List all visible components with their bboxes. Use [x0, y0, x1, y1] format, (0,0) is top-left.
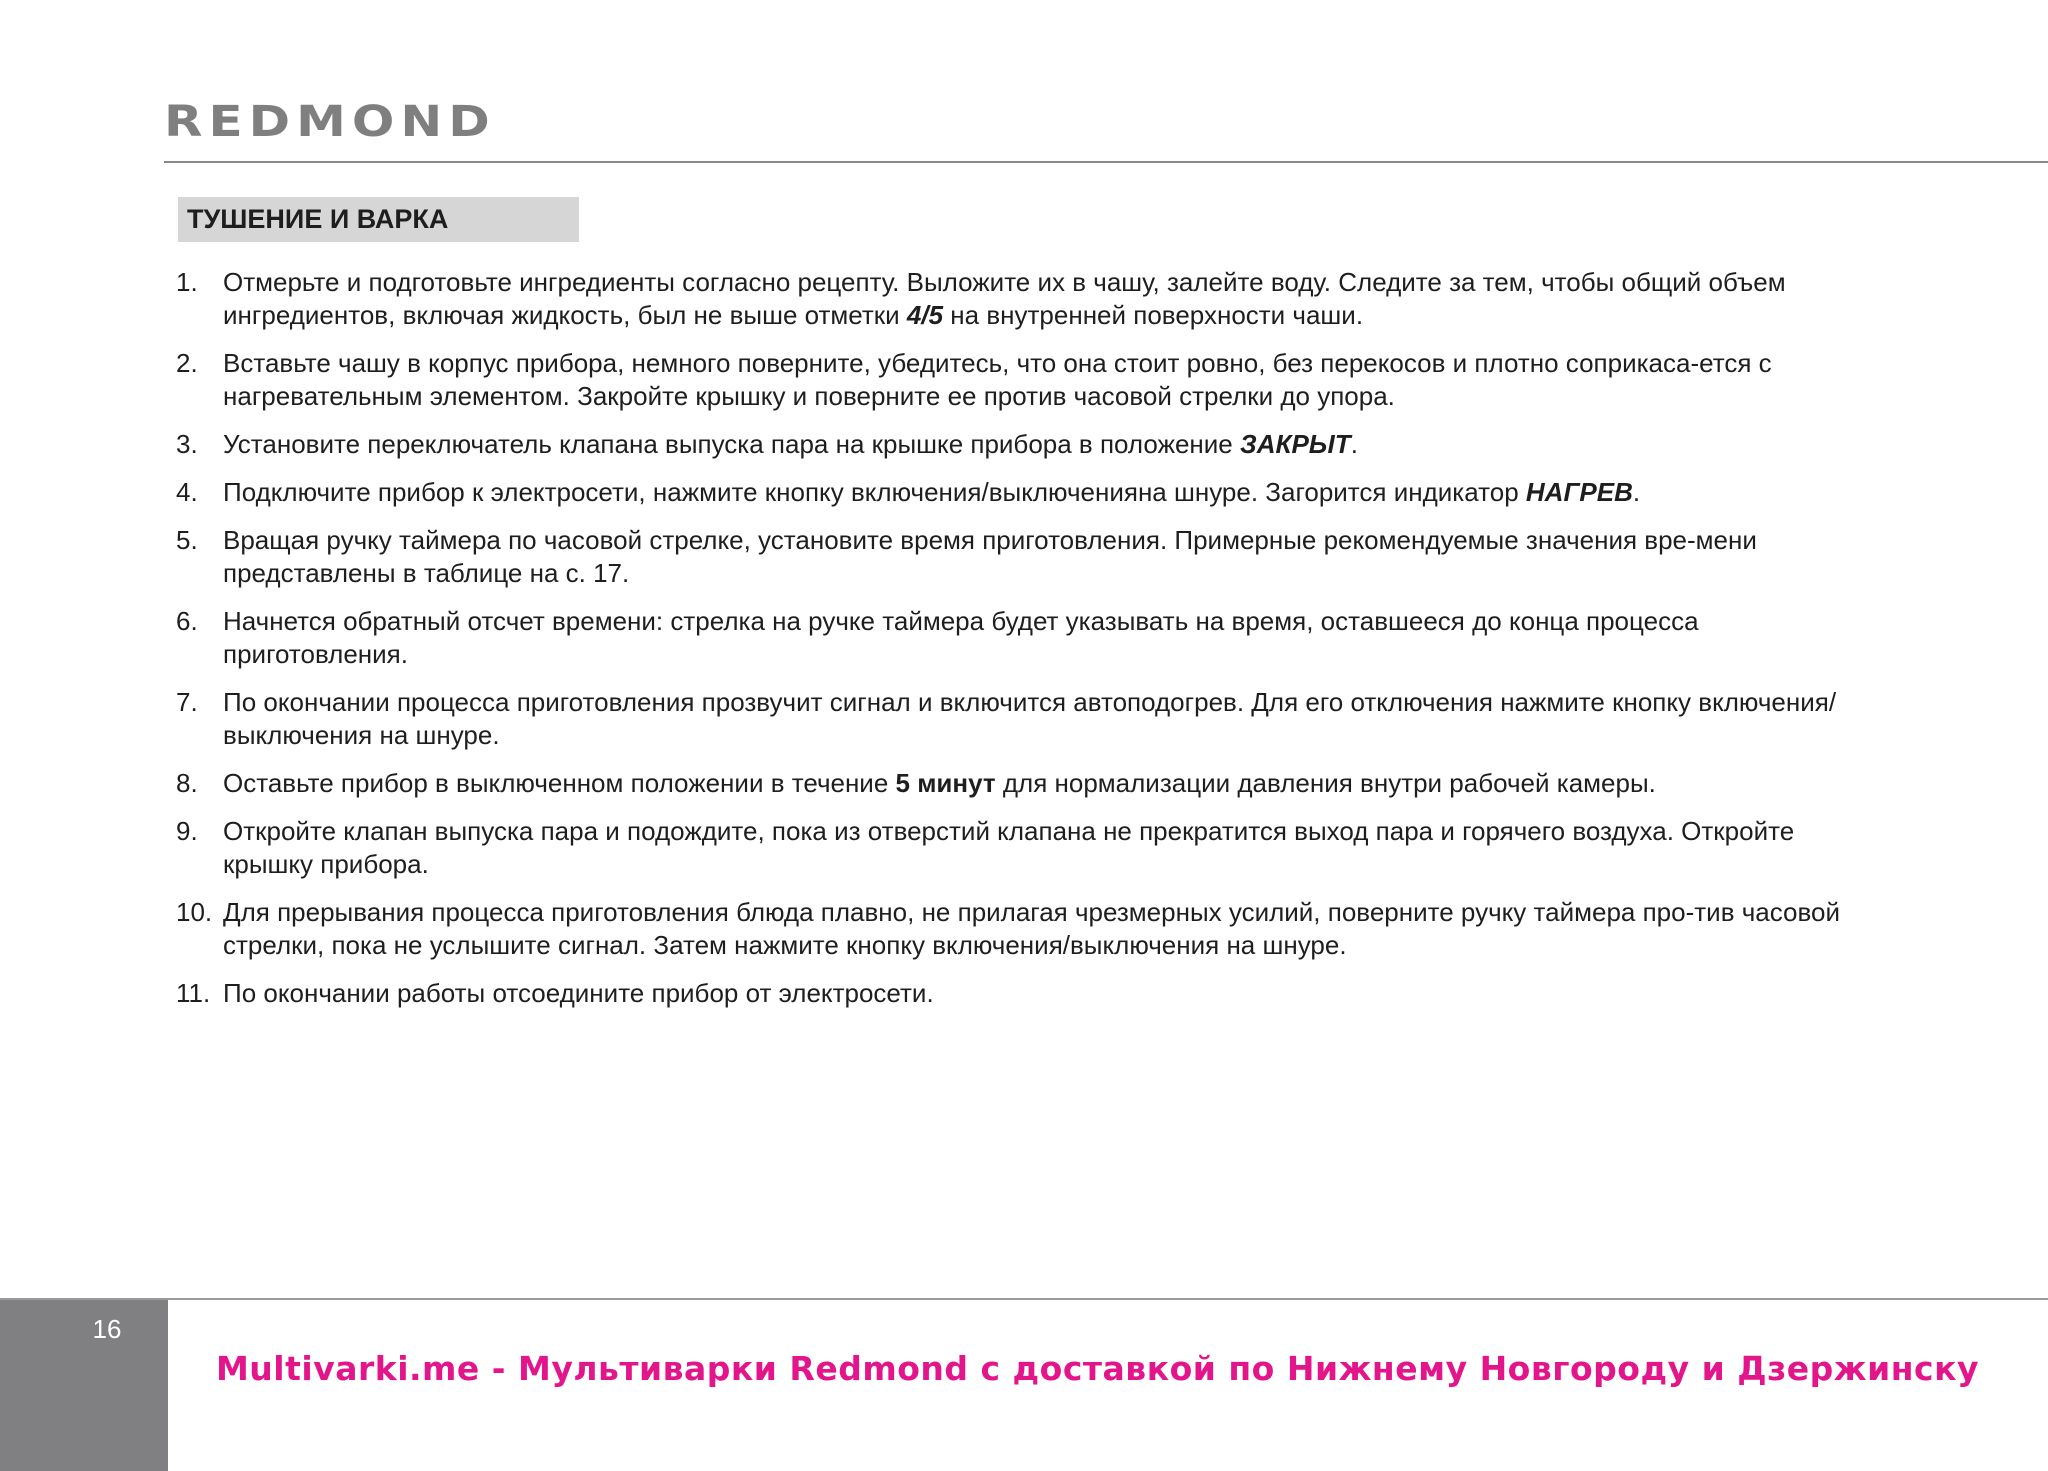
- step-number: 3.: [176, 429, 198, 459]
- instruction-step: [176, 767, 1856, 800]
- step-number: 10.: [176, 897, 213, 927]
- step-text: Оставьте прибор в выключенном положении в течение: [223, 768, 896, 798]
- instruction-step: [176, 428, 1856, 461]
- step-text: .: [1350, 429, 1358, 459]
- step-text: .: [1632, 477, 1641, 507]
- step-text: Установите переключатель клапана выпуска пара на крышке прибора в положение: [223, 429, 1240, 459]
- step-number: 2.: [176, 348, 198, 378]
- step-text: По окончании процесса приготовления прозвучит сигнал и включится автоподогрев. Для его отключения нажмите кнопку включения/выключения на шнуре.: [223, 687, 1837, 750]
- header-divider: [164, 161, 2048, 163]
- step-text: Начнется обратный отсчет времени: стрелка на ручке таймера будет указывать на время, оставшееся до конца процесса приготовления.: [223, 606, 1699, 669]
- step-number: 11.: [176, 978, 211, 1008]
- step-text: По окончании работы отсоедините прибор от электросети.: [223, 978, 934, 1008]
- instruction-step: [176, 524, 1856, 590]
- brand-logo: REDMOND: [164, 96, 496, 147]
- step-text: Откройте клапан выпуска пара и подождите, пока из отверстий клапана не прекратится выход пара и горячего воздуха. Откройте крышку прибора.: [223, 816, 1795, 879]
- step-text: Для прерывания процесса приготовления блюда плавно, не прилагая чрезмерных усилий, поверните ручку таймера про-тив часовой стрелки, пока не услышите сигнал. Затем нажмите кнопку включения/выключения на шнуре.: [223, 897, 1840, 960]
- instruction-list: [176, 266, 1856, 1025]
- section-title: ТУШЕНИЕ И ВАРКА: [178, 197, 579, 242]
- step-number: 5.: [176, 525, 198, 555]
- step-text: Вставьте чашу в корпус прибора, немного поверните, убедитесь, что она стоит ровно, без перекосов и плотно соприкаса-ется с нагревательным элементом. Закройте крышку и поверните ее против часовой стрелки до упора.: [223, 348, 1772, 411]
- step-text: для нормализации давления внутри рабочей камеры.: [995, 768, 1656, 798]
- step-emphasis: ЗАКРЫТ: [1239, 429, 1351, 459]
- footer-divider: [0, 1298, 2048, 1300]
- step-number: 6.: [176, 606, 198, 636]
- step-text: Вращая ручку таймера по часовой стрелке, установите время приготовления. Примерные рекомендуемые значения вре-мени представлены в таблице на с. 17.: [223, 525, 1757, 588]
- step-number: 9.: [176, 816, 198, 846]
- instruction-step: [176, 476, 1856, 509]
- instruction-step: [176, 266, 1856, 332]
- footer-website-link[interactable]: Multivarki.me - Мультиварки Redmond с доставкой по Нижнему Новгороду и Дзержинску: [215, 1349, 1980, 1388]
- instruction-step: [176, 815, 1856, 881]
- step-text: на внутренней поверхности чаши.: [943, 300, 1364, 330]
- instruction-step: [176, 605, 1856, 671]
- step-number: 8.: [176, 768, 198, 798]
- instruction-step: [176, 896, 1856, 962]
- instruction-step: [176, 977, 1856, 1010]
- step-text: Отмерьте и подготовьте ингредиенты согласно рецепту. Выложите их в чашу, залейте воду. Следите за тем, чтобы общий объем ингредиентов, включая жидкость, был не выше отметки: [223, 267, 1786, 330]
- step-number: 7.: [176, 687, 198, 717]
- step-number: 1.: [176, 267, 198, 297]
- step-emphasis: 5 минут: [895, 768, 996, 798]
- step-number: 4.: [176, 477, 198, 507]
- instruction-step: [176, 686, 1856, 752]
- step-text: Подключите прибор к электросети, нажмите кнопку включения/выключенияна шнуре. Загорится индикатор: [223, 477, 1526, 507]
- page-number: 16: [92, 1314, 122, 1344]
- instruction-step: [176, 347, 1856, 413]
- step-emphasis: НАГРЕВ: [1525, 477, 1633, 507]
- step-emphasis: 4/5: [906, 300, 944, 330]
